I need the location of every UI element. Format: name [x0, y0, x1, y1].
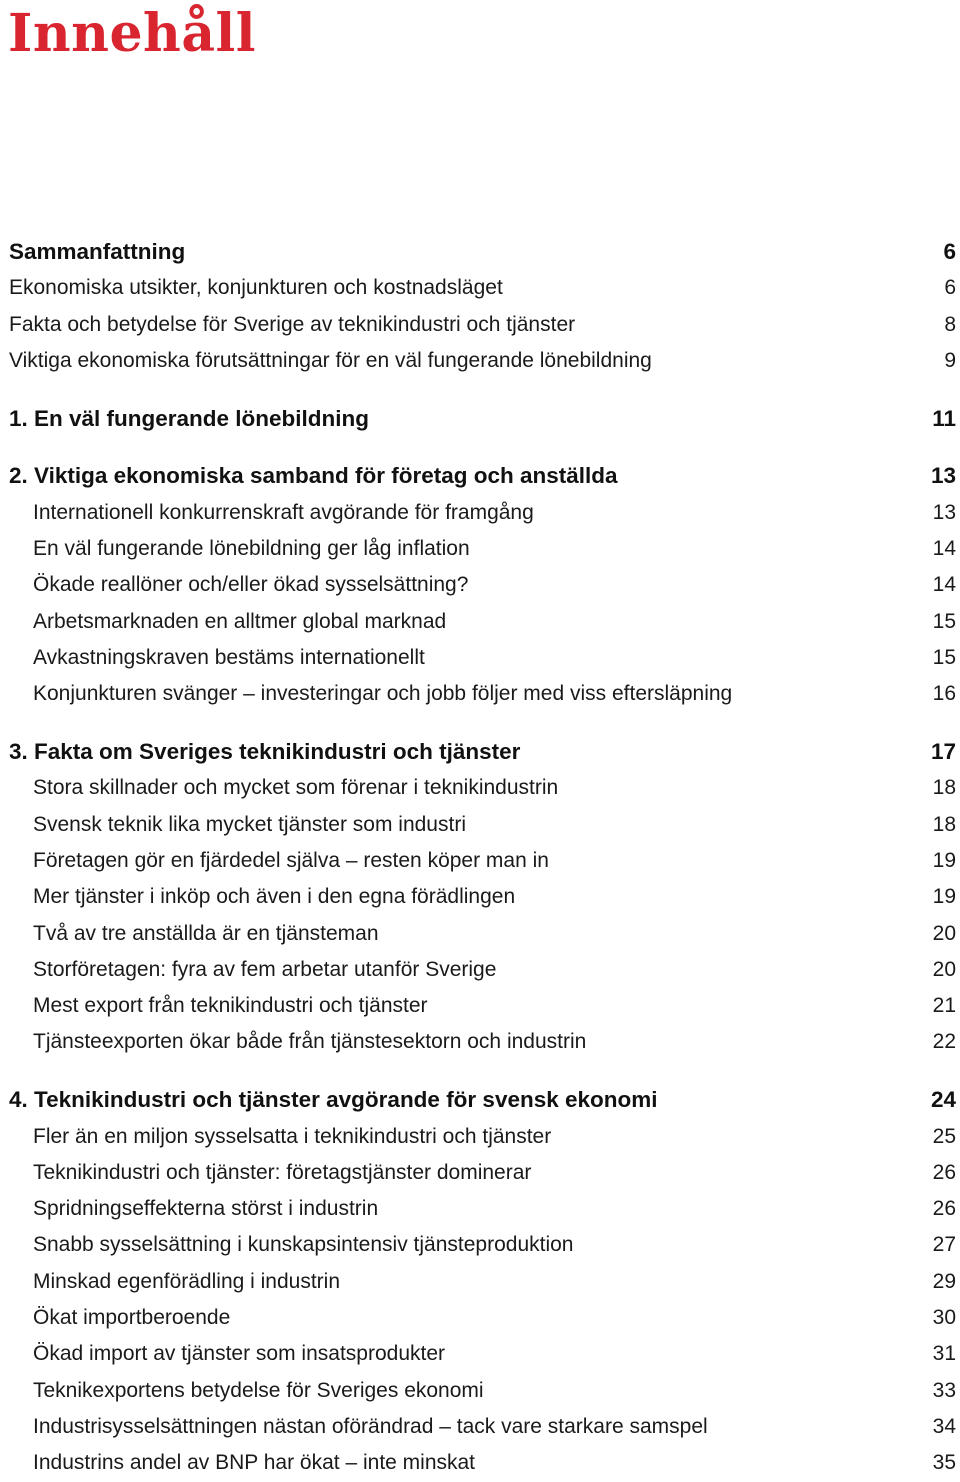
toc-entry-label: Ökade reallöner och/eller ökad sysselsättning? — [33, 573, 469, 597]
toc-heading[interactable] — [0, 401, 960, 437]
toc-heading-label: 3. Fakta om Sveriges teknikindustri och tjänster — [9, 739, 521, 765]
toc-entry-label: Företagen gör en fjärdedel själva – resten köper man in — [33, 848, 549, 872]
toc-entry[interactable] — [0, 1024, 960, 1060]
toc-entry-page-number: 19 — [932, 848, 956, 872]
toc-entry-page-number: 22 — [932, 1030, 956, 1054]
toc-entry-label: Två av tre anställda är en tjänsteman — [33, 921, 379, 945]
toc-heading-label: 4. Teknikindustri och tjänster avgörande för svensk ekonomi — [9, 1087, 658, 1113]
toc-entry[interactable] — [0, 988, 960, 1024]
toc-entry-label: Mest export från teknikindustri och tjänster — [33, 994, 428, 1018]
toc-entry-label: Viktiga ekonomiska förutsättningar för en väl fungerande lönebildning — [9, 348, 652, 372]
toc-entry-page-number: 26 — [932, 1160, 956, 1184]
section-gap — [0, 1061, 960, 1083]
toc-entry[interactable] — [0, 1409, 960, 1445]
toc-entry-label: Teknikexportens betydelse för Sveriges ekonomi — [33, 1378, 484, 1402]
toc-entry-label: Fakta och betydelse för Sverige av teknikindustri och tjänster — [9, 312, 576, 336]
toc-entry-page-number: 20 — [932, 957, 956, 981]
toc-entry-page-number: 30 — [932, 1306, 956, 1330]
toc-entry-page-number: 34 — [932, 1414, 956, 1438]
toc-entry[interactable] — [0, 307, 960, 343]
toc-entry-label: Ökad import av tjänster som insatsprodukter — [33, 1342, 446, 1366]
toc-entry[interactable] — [0, 343, 960, 379]
toc-entry-label: Storföretagen: fyra av fem arbetar utanför Sverige — [33, 957, 497, 981]
toc-heading[interactable] — [0, 458, 960, 494]
table-of-contents — [0, 234, 960, 1482]
toc-entry-page-number: 15 — [932, 609, 956, 633]
toc-entry[interactable] — [0, 1227, 960, 1263]
section-gap — [0, 713, 960, 735]
toc-entry[interactable] — [0, 1264, 960, 1300]
toc-heading-label: 2. Viktiga ekonomiska samband för företag och anställda — [9, 463, 618, 489]
toc-entry-label: Fler än en miljon sysselsatta i teknikindustri och tjänster — [33, 1124, 552, 1148]
toc-entry[interactable] — [0, 1445, 960, 1481]
toc-entry[interactable] — [0, 604, 960, 640]
toc-heading-page-number: 6 — [943, 239, 956, 264]
toc-entry[interactable] — [0, 879, 960, 915]
toc-entry[interactable] — [0, 1155, 960, 1191]
toc-entry-label: Snabb sysselsättning i kunskapsintensiv tjänsteproduktion — [33, 1233, 574, 1257]
toc-entry[interactable] — [0, 770, 960, 806]
toc-entry[interactable] — [0, 1119, 960, 1155]
toc-entry[interactable] — [0, 567, 960, 603]
toc-entry-label: Industrins andel av BNP har ökat – inte minskat — [33, 1451, 476, 1475]
toc-entry-page-number: 14 — [932, 573, 956, 597]
toc-entry-label: Arbetsmarknaden en alltmer global marknad — [33, 609, 447, 633]
toc-entry[interactable] — [0, 952, 960, 988]
toc-entry-page-number: 25 — [932, 1124, 956, 1148]
toc-entry-label: Konjunkturen svänger – investeringar och jobb följer med viss eftersläpning — [33, 682, 733, 706]
toc-entry[interactable] — [0, 495, 960, 531]
toc-entry-page-number: 35 — [932, 1451, 956, 1475]
toc-heading-page-number: 17 — [930, 739, 956, 765]
toc-entry-label: Tjänsteexporten ökar både från tjänstesektorn och industrin — [33, 1030, 587, 1054]
toc-entry[interactable] — [0, 1373, 960, 1409]
toc-entry-label: Stora skillnader och mycket som förenar i teknikindustrin — [33, 776, 559, 800]
toc-entry-page-number: 26 — [932, 1197, 956, 1221]
toc-entry-page-number: 27 — [932, 1233, 956, 1257]
toc-entry-label: Minskad egenförädling i industrin — [33, 1269, 341, 1293]
toc-entry-page-number: 18 — [932, 776, 956, 800]
toc-entry-label: Ekonomiska utsikter, konjunkturen och kostnadsläget — [9, 276, 503, 300]
toc-entry-page-number: 20 — [932, 921, 956, 945]
toc-entry-page-number: 18 — [932, 812, 956, 836]
toc-entry-page-number: 29 — [932, 1269, 956, 1293]
toc-heading[interactable] — [0, 734, 960, 770]
toc-heading[interactable] — [0, 234, 960, 270]
toc-entry-page-number: 16 — [932, 682, 956, 706]
toc-entry-label: Industrisysselsättningen nästan oförändrad – tack vare starkare samspel — [33, 1414, 708, 1438]
toc-entry-page-number: 21 — [932, 994, 956, 1018]
toc-entry-page-number: 15 — [932, 645, 956, 669]
toc-entry[interactable] — [0, 916, 960, 952]
toc-heading-page-number: 11 — [932, 405, 956, 431]
toc-entry-label: Mer tjänster i inköp och även i den egna förädlingen — [33, 885, 516, 909]
toc-entry-label: Svensk teknik lika mycket tjänster som industri — [33, 812, 466, 836]
toc-entry-page-number: 14 — [932, 537, 956, 561]
toc-heading[interactable] — [0, 1082, 960, 1118]
toc-entry-page-number: 8 — [944, 312, 956, 336]
toc-entry[interactable] — [0, 1336, 960, 1372]
section-gap — [0, 379, 960, 401]
toc-entry-page-number: 9 — [944, 348, 956, 372]
toc-entry-page-number: 6 — [944, 276, 956, 300]
toc-entry[interactable] — [0, 531, 960, 567]
toc-entry-label: Teknikindustri och tjänster: företagstjänster dominerar — [33, 1160, 532, 1184]
toc-entry[interactable] — [0, 807, 960, 843]
toc-heading-page-number: 13 — [930, 463, 956, 489]
toc-entry-page-number: 19 — [932, 885, 956, 909]
toc-entry-page-number: 31 — [932, 1342, 956, 1366]
toc-entry-page-number: 33 — [932, 1378, 956, 1402]
toc-entry[interactable] — [0, 1191, 960, 1227]
section-gap — [0, 437, 960, 459]
toc-heading-label: 1. En väl fungerande lönebildning — [9, 405, 370, 431]
toc-entry-label: Spridningseffekterna störst i industrin — [33, 1197, 379, 1221]
toc-entry[interactable] — [0, 270, 960, 306]
toc-entry[interactable] — [0, 843, 960, 879]
toc-entry[interactable] — [0, 676, 960, 712]
toc-entry-label: En väl fungerande lönebildning ger låg inflation — [33, 537, 470, 561]
page-title: Innehåll — [8, 3, 257, 64]
toc-entry-label: Avkastningskraven bestäms internationellt — [33, 645, 425, 669]
toc-heading-label: Sammanfattning — [9, 239, 186, 264]
toc-entry-page-number: 13 — [932, 500, 956, 524]
toc-entry[interactable] — [0, 1300, 960, 1336]
toc-entry-label: Internationell konkurrenskraft avgörande för framgång — [33, 500, 534, 524]
toc-heading-page-number: 24 — [930, 1087, 956, 1113]
toc-entry[interactable] — [0, 640, 960, 676]
toc-entry-label: Ökat importberoende — [33, 1306, 231, 1330]
